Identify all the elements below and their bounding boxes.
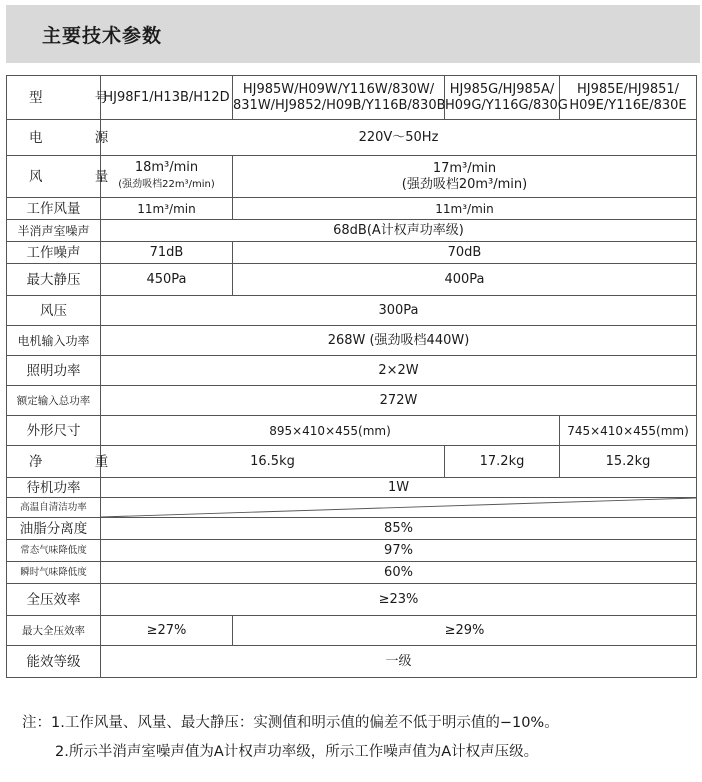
table-row-max-full-pressure-efficiency: [7, 616, 697, 646]
value-power-supply: 220V～50Hz: [101, 120, 697, 156]
value-working-airflow-2: 11m³/min: [233, 198, 697, 220]
value-max-fpe-1: ≥27%: [101, 616, 233, 646]
row-label: 油脂分离度: [7, 518, 101, 540]
value-net-weight-3: 15.2kg: [560, 446, 697, 478]
model-col-2: HJ985W/H09W/Y116W/830W/ 831W/HJ9852/H09B/Y116B/830B: [233, 76, 445, 120]
table-row-full-pressure-efficiency: [7, 584, 697, 616]
value-motor-input-power: 268W (强劲吸档440W): [101, 326, 697, 356]
model-col-4: HJ985E/HJ9851/ H09E/Y116E/830E: [560, 76, 697, 120]
value-standby-power: 1W: [101, 478, 697, 498]
value-airflow-2: 17m³/min (强劲吸档20m³/min): [233, 156, 697, 198]
row-label: 最大全压效率: [7, 616, 101, 646]
table-row-net-weight: [7, 446, 697, 478]
value-energy-grade: 一级: [101, 646, 697, 678]
row-label-model: 型 号: [7, 76, 101, 120]
value-steady-odor: 97%: [101, 540, 697, 562]
table-row-lighting-power: [7, 356, 697, 386]
row-label: 工作风量: [7, 198, 101, 220]
row-label: 电机输入功率: [7, 326, 101, 356]
model-col-1: HJ98F1/H13B/H12D: [101, 76, 233, 120]
value-grease-separation: 85%: [101, 518, 697, 540]
note-line-2: 2.所示半消声室噪声值为A计权声功率级，所示工作噪声值为A计权声压级。: [55, 744, 539, 760]
value-airflow-1: 18m³/min (强劲吸档22m³/min): [101, 156, 233, 198]
row-label: 电 源: [7, 120, 101, 156]
table-row-working-noise: [7, 242, 697, 264]
table-row-wind-pressure: [7, 296, 697, 326]
table-row-grease-separation: [7, 518, 697, 540]
row-label: 能效等级: [7, 646, 101, 678]
value-net-weight-2: 17.2kg: [445, 446, 560, 478]
diagonal-line: [101, 498, 696, 517]
row-label: 外形尺寸: [7, 416, 101, 446]
diagonal-empty-cell: [101, 498, 697, 518]
value-working-noise-1: 71dB: [101, 242, 233, 264]
table-row-standby-power: [7, 478, 697, 498]
table-row-working-airflow: [7, 198, 697, 220]
table-row-motor-input-power: [7, 326, 697, 356]
table-row-semi-anechoic-noise: [7, 220, 697, 242]
row-label: 常态气味降低度: [7, 540, 101, 562]
row-label: 额定输入总功率: [7, 386, 101, 416]
row-label: 高温自清洁功率: [7, 498, 101, 518]
table-row-airflow: [7, 156, 697, 198]
value-max-static-2: 400Pa: [233, 264, 697, 296]
table-row-high-temp-clean: [7, 498, 697, 518]
value-semi-anechoic-noise: 68dB(A计权声功率级): [101, 220, 697, 242]
value-working-noise-2: 70dB: [233, 242, 697, 264]
model-col-3: HJ985G/HJ985A/ H09G/Y116G/830G: [445, 76, 560, 120]
table-row-max-static-pressure: [7, 264, 697, 296]
section-header: [6, 5, 700, 63]
table-row-dimensions: [7, 416, 697, 446]
table-row-energy-grade: [7, 646, 697, 678]
spec-table: [6, 75, 697, 678]
row-label: 照明功率: [7, 356, 101, 386]
section-title: 主要技术参数: [42, 25, 163, 47]
value-lighting-power: 2×2W: [101, 356, 697, 386]
value-full-pressure-efficiency: ≥23%: [101, 584, 697, 616]
value-instant-odor: 60%: [101, 562, 697, 584]
row-label: 风 量: [7, 156, 101, 198]
table-row-model: [7, 76, 697, 120]
table-row-instant-odor: [7, 562, 697, 584]
value-net-weight-1: 16.5kg: [101, 446, 445, 478]
value-dimensions-1: 895×410×455(mm): [101, 416, 560, 446]
value-wind-pressure: 300Pa: [101, 296, 697, 326]
row-label: 最大静压: [7, 264, 101, 296]
row-label: 半消声室噪声: [7, 220, 101, 242]
value-max-static-1: 450Pa: [101, 264, 233, 296]
row-label: 瞬时气味降低度: [7, 562, 101, 584]
row-label: 全压效率: [7, 584, 101, 616]
row-label: 风压: [7, 296, 101, 326]
row-label: 待机功率: [7, 478, 101, 498]
row-label: 净 重: [7, 446, 101, 478]
table-row-rated-total-power: [7, 386, 697, 416]
value-working-airflow-1: 11m³/min: [101, 198, 233, 220]
value-max-fpe-2: ≥29%: [233, 616, 697, 646]
value-rated-total-power: 272W: [101, 386, 697, 416]
note-line-1: 注：1.工作风量、风量、最大静压：实测值和明示值的偏差不低于明示值的−10%。: [22, 715, 559, 731]
table-row-power-supply: [7, 120, 697, 156]
row-label: 工作噪声: [7, 242, 101, 264]
value-dimensions-2: 745×410×455(mm): [560, 416, 697, 446]
table-row-steady-odor: [7, 540, 697, 562]
